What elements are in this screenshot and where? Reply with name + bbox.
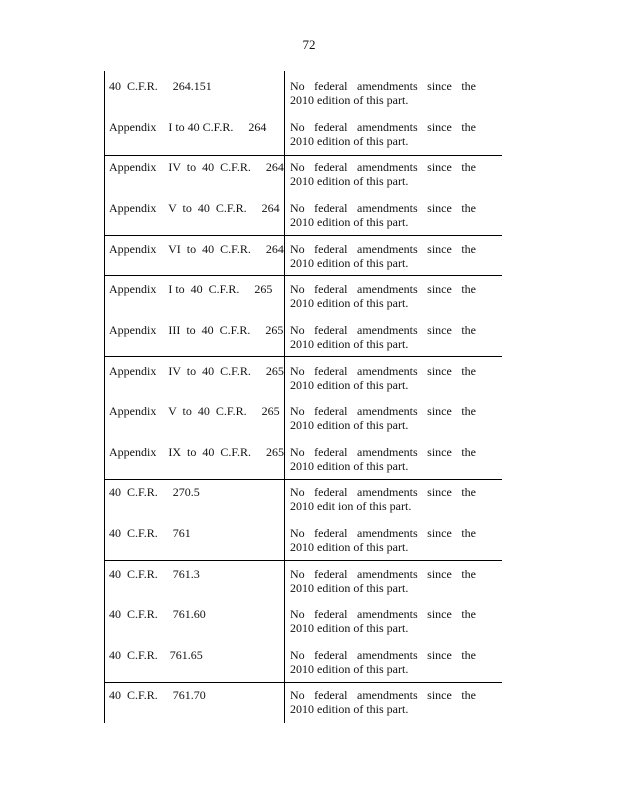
page-number: 72 bbox=[302, 37, 316, 52]
row-divider bbox=[104, 356, 502, 357]
status-cell: No federal amendments since the 2010 edition of this part. bbox=[290, 201, 476, 229]
regulation-table bbox=[104, 71, 502, 723]
status-cell: No federal amendments since the 2010 edition of this part. bbox=[290, 445, 476, 473]
section-cell: Appendix III to 40 C.F.R. 265 bbox=[109, 323, 284, 337]
section-cell: 40 C.F.R. 270.5 bbox=[109, 485, 200, 499]
row-divider bbox=[104, 479, 502, 480]
status-cell: No federal amendments since the 2010 edition of this part. bbox=[290, 648, 476, 676]
row-divider bbox=[104, 560, 502, 561]
section-cell: 40 C.F.R. 761.60 bbox=[109, 607, 206, 621]
section-cell: Appendix IV to 40 C.F.R. 265 bbox=[109, 364, 284, 378]
status-cell: No federal amendments since the 2010 edition of this part. bbox=[290, 282, 476, 310]
section-cell: 40 C.F.R. 761 bbox=[109, 526, 191, 540]
row-divider bbox=[104, 235, 502, 236]
section-cell: Appendix I to 40 C.F.R. 264 bbox=[109, 120, 267, 134]
status-cell: No federal amendments since the 2010 edition of this part. bbox=[290, 242, 476, 270]
table-column-divider bbox=[284, 71, 285, 723]
status-cell: No federal amendments since the 2010 edition of this part. bbox=[290, 567, 476, 595]
status-cell: No federal amendments since the 2010 edit ion of this part. bbox=[290, 485, 476, 513]
section-cell: 40 C.F.R. 761.65 bbox=[109, 648, 203, 662]
row-divider bbox=[104, 155, 502, 156]
section-cell: Appendix IX to 40 C.F.R. 265 bbox=[109, 445, 285, 459]
section-cell: Appendix VI to 40 C.F.R. 264 bbox=[109, 242, 284, 256]
table-left-border bbox=[104, 71, 105, 723]
status-cell: No federal amendments since the 2010 edition of this part. bbox=[290, 120, 476, 148]
status-cell: No federal amendments since the 2010 edition of this part. bbox=[290, 323, 476, 351]
section-cell: 40 C.F.R. 761.3 bbox=[109, 567, 200, 581]
section-cell: Appendix V to 40 C.F.R. 264 bbox=[109, 201, 280, 215]
status-cell: No federal amendments since the 2010 edition of this part. bbox=[290, 160, 476, 188]
status-cell: No federal amendments since the 2010 edition of this part. bbox=[290, 688, 476, 716]
section-cell: 40 C.F.R. 264.151 bbox=[109, 79, 212, 93]
row-divider bbox=[104, 275, 502, 276]
status-cell: No federal amendments since the 2010 edition of this part. bbox=[290, 79, 476, 107]
section-cell: Appendix V to 40 C.F.R. 265 bbox=[109, 404, 280, 418]
section-cell: 40 C.F.R. 761.70 bbox=[109, 688, 206, 702]
section-cell: Appendix IV to 40 C.F.R. 264 bbox=[109, 160, 284, 174]
status-cell: No federal amendments since the 2010 edition of this part. bbox=[290, 526, 476, 554]
status-cell: No federal amendments since the 2010 edition of this part. bbox=[290, 364, 476, 392]
row-divider bbox=[104, 682, 502, 683]
status-cell: No federal amendments since the 2010 edition of this part. bbox=[290, 404, 476, 432]
section-cell: Appendix I to 40 C.F.R. 265 bbox=[109, 282, 273, 296]
status-cell: No federal amendments since the 2010 edition of this part. bbox=[290, 607, 476, 635]
